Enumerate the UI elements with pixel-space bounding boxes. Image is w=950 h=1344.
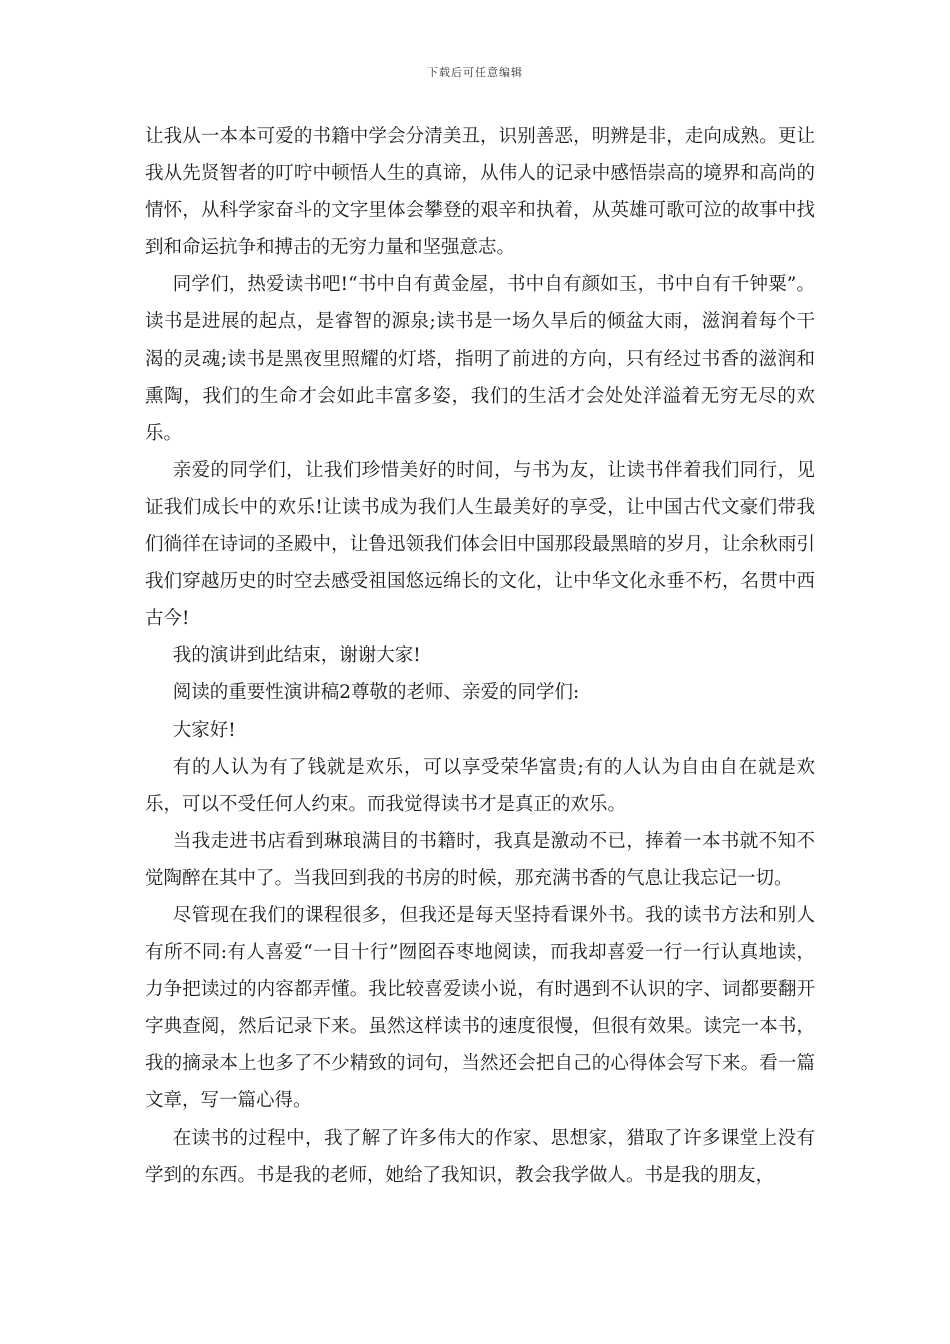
paragraph: 让我从一本本可爱的书籍中学会分清美丑，识别善恶，明辨是非，走向成熟。更让我从先贤智者的叮咛中顿悟人生的真谛，从伟人的记录中感悟崇高的境界和高尚的情怀，从科学家奋斗的文字里体会攀登的艰辛和执着，从英雄可歌可泣的故事中找到和命运抗争和搏击的无穷力量和坚强意志。 bbox=[145, 126, 815, 259]
paragraph: 在读书的过程中，我了解了许多伟大的作家、思想家，猎取了许多课堂上没有学到的东西。书是我的老师，她给了我知识，教会我学做人。书是我的朋友， bbox=[145, 1127, 815, 1186]
document-body bbox=[145, 118, 815, 1194]
paragraph: 有的人认为有了钱就是欢乐，可以享受荣华富贵;有的人认为自由自在就是欢乐，可以不受任何人约束。而我觉得读书才是真正的欢乐。 bbox=[145, 756, 815, 815]
paragraph: 我的演讲到此结束，谢谢大家! bbox=[172, 645, 421, 667]
paragraph: 同学们，热爱读书吧!“书中自有黄金屋，书中自有颜如玉，书中自有千钟粟”。读书是进展的起点，是睿智的源泉;读书是一场久旱后的倾盆大雨，滋润着每个干渴的灵魂;读书是黑夜里照耀的灯塔，指明了前进的方向，只有经过书香的滋润和熏陶，我们的生命才会如此丰富多姿，我们的生活才会处处洋溢着无穷无尽的欢乐。 bbox=[145, 274, 815, 444]
paragraph: 亲爱的同学们，让我们珍惜美好的时间，与书为友，让读书伴着我们同行，见证我们成长中的欢乐!让读书成为我们人生最美好的享受，让中国古代文豪们带我们徜徉在诗词的圣殿中，让鲁迅领我们体会旧中国那段最黑暗的岁月，让余秋雨引我们穿越历史的时空去感受祖国悠远绵长的文化，让中华文化永垂不朽，名贯中西古今! bbox=[145, 459, 815, 630]
paragraph: 尽管现在我们的课程很多，但我还是每天坚持看课外书。我的读书方法和别人有所不同:有人喜爱“一目十行”囫囵吞枣地阅读，而我却喜爱一行一行认真地读，力争把读过的内容都弄懂。我比较喜爱读小说，有时遇到不认识的字、词都要翻开字典查阅，然后记录下来。虽然这样读书的速度很慢，但很有效果。读完一本书，我的摘录本上也多了不少精致的词句，当然还会把自己的心得体会写下来。看一篇文章，写一篇心得。 bbox=[145, 904, 815, 1112]
paragraph-heading: 阅读的重要性演讲稿2尊敬的老师、亲爱的同学们: bbox=[172, 682, 580, 704]
page-header: 下载后可任意编辑 bbox=[427, 66, 523, 79]
paragraph: 当我走进书店看到琳琅满目的书籍时，我真是激动不已，捧着一本书就不知不觉陶醉在其中了。当我回到我的书房的时候，那充满书香的气息让我忘记一切。 bbox=[145, 830, 815, 889]
paragraph: 大家好! bbox=[172, 719, 236, 741]
